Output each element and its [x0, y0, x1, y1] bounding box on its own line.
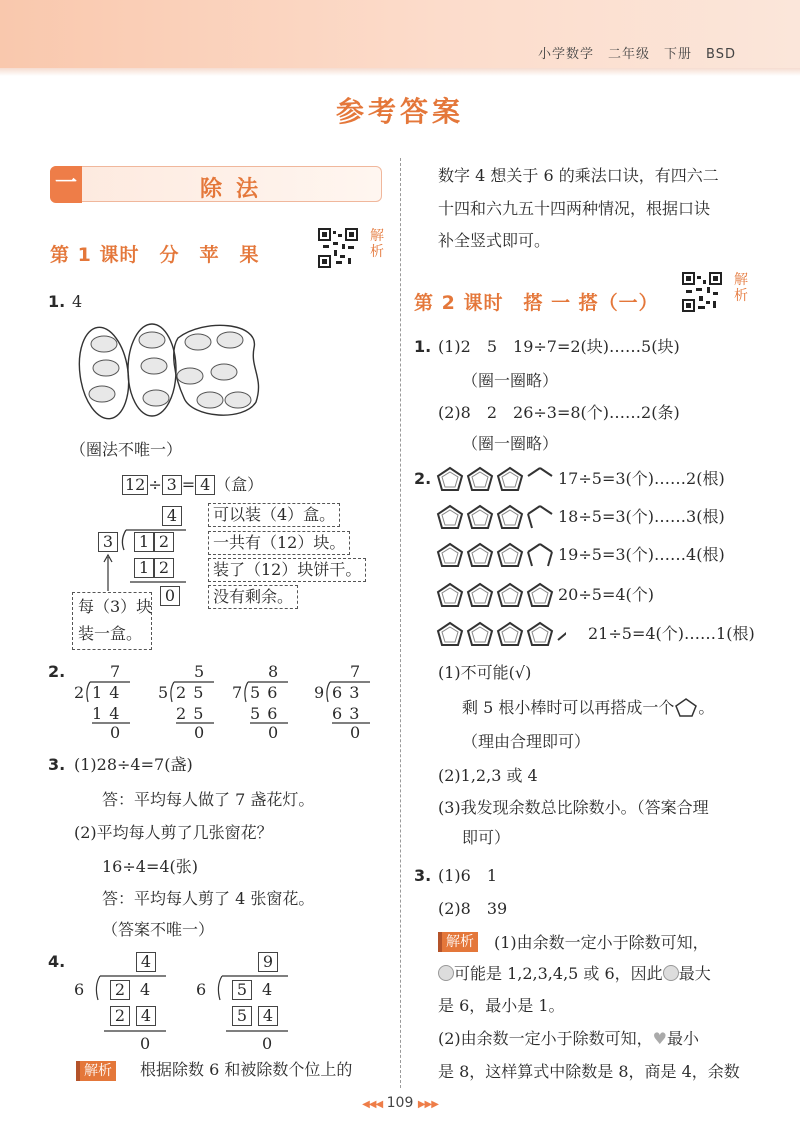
q2-quotient: 8 [268, 662, 279, 681]
q4-divisor: 6 [74, 980, 85, 999]
r-q3-line-2: (2)8 39 [438, 899, 508, 918]
q1-quotient-box: 4 [162, 506, 182, 526]
pentagon-equation: 17÷5=3(个)……2(根) [558, 469, 725, 488]
q2-quotient: 5 [194, 662, 205, 681]
q2-divisor: 2 [74, 683, 85, 702]
q3-line-1: (1)28÷4=7(盏) [74, 755, 193, 774]
r-q2-line-6: 即可） [462, 828, 511, 847]
q2-quotient: 7 [350, 662, 361, 681]
pentagon-stick-figure [436, 503, 566, 531]
q1-answer: 4 [72, 292, 83, 311]
continuation-line-3: 补全竖式即可。 [438, 231, 551, 250]
q2-product: 2 5 [176, 704, 205, 723]
qr-code-icon[interactable] [318, 228, 358, 268]
pentagon-equation: 18÷5=3(个)……3(根) [558, 507, 725, 526]
q2-product: 1 4 [92, 704, 121, 723]
moon-symbol-icon [438, 965, 454, 981]
q2-remainder: 0 [350, 723, 361, 742]
q1-product: 1 2 [134, 558, 174, 578]
callout-no-remainder: 没有剩余。 [208, 585, 298, 609]
header-band-fade [0, 68, 800, 76]
q2-division-bracket [82, 680, 132, 726]
side-note-line-1: 每（3）块 [78, 597, 153, 616]
q1-number: 1. [48, 292, 66, 311]
q2-product: 5 6 [250, 704, 279, 723]
callout-packed: 装了（12）块饼干。 [208, 558, 366, 582]
q1-remainder: 0 [160, 586, 180, 606]
analysis-tag[interactable]: 解析 [370, 228, 384, 260]
lesson-1-title: 第 1 课时 分 苹 果 [50, 244, 260, 266]
q2-divisor: 5 [158, 683, 169, 702]
q3-line-3: (2)平均每人剪了几张窗花？ [74, 823, 273, 842]
lesson-2-title: 第 2 课时 搭 一 搭（一） [414, 292, 659, 314]
q4-dividend-digit: 4 [262, 980, 273, 999]
heart-symbol-icon: ♥ [652, 1029, 668, 1048]
qr-code-icon[interactable] [682, 272, 722, 312]
analysis-tag[interactable]: 解析 [734, 272, 748, 304]
pentagon-icon [674, 697, 698, 717]
q3-line-2: 答：平均每人做了 7 盏花灯。 [102, 790, 315, 809]
q2-remainder: 0 [194, 723, 205, 742]
next-arrows-icon: ▶▶▶ [417, 1099, 438, 1110]
r-q1-number: 1. [414, 337, 432, 356]
q4-product-box: 5 [232, 1006, 252, 1026]
q3-line-5: 答：平均每人剪了 4 张窗花。 [102, 889, 315, 908]
q1-equation: 12 ÷ 3 = 4 （盒） [122, 475, 263, 495]
cookie-grouping-illustration [74, 318, 270, 422]
r-q3-analysis-3: 是 6，最小是 1。 [438, 996, 565, 1015]
pentagon-stick-figure [436, 465, 566, 493]
analysis-text-left: 根据除数 6 和被除数个位上的 [140, 1060, 353, 1079]
r-q2-number: 2. [414, 469, 432, 488]
page-title: 参考答案 [335, 95, 464, 128]
r-q3-analysis-1: (1)由余数一定小于除数可知， [494, 933, 709, 952]
q3-number: 3. [48, 755, 66, 774]
q2-product: 6 3 [332, 704, 361, 723]
side-note-line-2: 装一盒。 [78, 624, 143, 643]
q2-division-bracket [322, 680, 372, 726]
q2-remainder: 0 [268, 723, 279, 742]
q4-number: 4. [48, 952, 66, 971]
q3-line-6: （答案不唯一） [102, 920, 215, 939]
q2-dividend: 5 6 [250, 683, 279, 702]
page-number: ◀◀◀ 109 ▶▶▶ [362, 1095, 438, 1111]
q4-division-bracket [90, 974, 170, 1034]
r-q1-line-2: （圈一圈略） [462, 371, 559, 390]
pentagon-stick-figure [436, 541, 566, 569]
r-q3-analysis-5: 是 8，这样算式中除数是 8，商是 4，余数 [438, 1062, 740, 1081]
q4-quotient-box: 9 [258, 952, 278, 972]
r-q3-number: 3. [414, 866, 432, 885]
pentagon-equation: 19÷5=3(个)……4(根) [558, 545, 725, 564]
q2-divisor: 7 [232, 683, 243, 702]
q1-note: （圈法不唯一） [70, 440, 183, 459]
r-q2-line-1: (1)不可能(√) [438, 663, 532, 682]
q2-number: 2. [48, 662, 66, 681]
r-q2-line-5: (3)我发现余数总比除数小。（答案合理 [438, 798, 709, 817]
q4-product-box: 4 [258, 1006, 278, 1026]
callout-total: 一共有（12）块。 [208, 531, 350, 555]
pentagon-equation: 21÷5=4(个)……1(根) [588, 624, 755, 643]
analysis-label-left: 解析 [76, 1060, 116, 1081]
q2-dividend: 1 4 [92, 683, 121, 702]
arrow-up-icon [100, 553, 120, 593]
q4-dividend-digit: 4 [140, 980, 151, 999]
analysis-label-right: 解析 [438, 931, 478, 952]
q4-product-box: 4 [136, 1006, 156, 1026]
column-divider [400, 158, 401, 1088]
moon-symbol-icon [663, 965, 679, 981]
q2-remainder: 0 [110, 723, 121, 742]
r-q1-line-3: (2)8 2 26÷3=8(个)……2(条) [438, 403, 680, 422]
q2-divisor: 9 [314, 683, 325, 702]
pentagon-stick-figure [436, 581, 566, 609]
q4-product-box: 2 [110, 1006, 130, 1026]
r-q2-line-4: (2)1,2,3 或 4 [438, 766, 538, 785]
q2-division-bracket [240, 680, 290, 726]
q2-dividend: 6 3 [332, 683, 361, 702]
q4-dividend-box: 2 [110, 980, 130, 1000]
r-q3-analysis-2: 可能是 1,2,3,4,5 或 6，因此 最大 [438, 964, 711, 984]
q4-remainder: 0 [262, 1034, 273, 1053]
q4-remainder: 0 [140, 1034, 151, 1053]
q1-divisor: 3 [98, 532, 118, 552]
q2-quotient: 7 [110, 662, 121, 681]
unit-title: 除法 [200, 177, 273, 202]
prev-arrows-icon: ◀◀◀ [362, 1099, 383, 1110]
r-q2-line-2: 剩 5 根小棒时可以再搭成一个 。 [462, 698, 715, 717]
callout-boxes-count: 可以装（4）盒。 [208, 503, 340, 527]
continuation-line-2: 十四和六九五十四两种情况，根据口诀 [438, 199, 711, 218]
r-q1-line-1: (1)2 5 19÷7=2(块)……5(块) [438, 337, 680, 356]
q4-dividend-box: 5 [232, 980, 252, 1000]
q1-dividend: 1 2 [134, 532, 174, 552]
pentagon-equation: 20÷5=4(个) [558, 585, 655, 604]
r-q1-line-4: （圈一圈略） [462, 434, 559, 453]
continuation-line-1: 数字 4 想关于 6 的乘法口诀，有四六二 [438, 166, 719, 185]
r-q3-line-1: (1)6 1 [438, 866, 498, 885]
unit-number: 一 [50, 166, 82, 203]
r-q2-line-3: （理由合理即可） [462, 732, 591, 751]
pentagon-stick-figure [436, 620, 566, 648]
q2-division-bracket [166, 680, 216, 726]
q2-dividend: 2 5 [176, 683, 205, 702]
book-info: 小学数学 二年级 下册 BSD [538, 47, 736, 62]
q4-division-bracket [212, 974, 292, 1034]
q4-quotient-box: 4 [136, 952, 156, 972]
q3-line-4: 16÷4=4(张) [102, 857, 199, 876]
r-q3-analysis-4: (2)由余数一定小于除数可知，♥最小 [438, 1029, 700, 1048]
q4-divisor: 6 [196, 980, 207, 999]
